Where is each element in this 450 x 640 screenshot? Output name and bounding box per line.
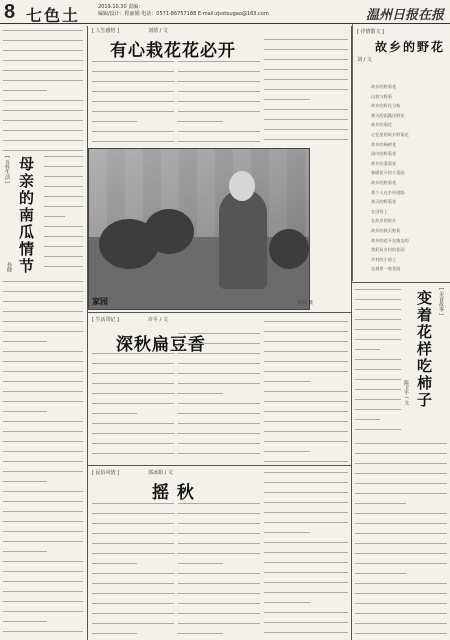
- mother-body-right: [44, 153, 83, 275]
- poem-line: 故乡的野菊花: [371, 180, 397, 185]
- cradle-section-label: [ 民俗风情 ]: [92, 470, 120, 476]
- text-line: [355, 419, 380, 426]
- text-line: [355, 299, 401, 306]
- text-line: [355, 613, 447, 620]
- text-line: [44, 206, 83, 213]
- text-line: [355, 493, 447, 500]
- text-line: [355, 573, 406, 580]
- garden-photo: [88, 148, 310, 310]
- text-line: [178, 373, 260, 380]
- text-line: [178, 513, 260, 520]
- poem-line: 那个人在乡村道路: [371, 189, 405, 195]
- text-line: [178, 81, 260, 88]
- text-line: [3, 130, 83, 137]
- beans-section-label: [ 生活印记 ]: [92, 317, 120, 323]
- text-line: [178, 563, 223, 570]
- text-line: [264, 572, 348, 579]
- text-line: [264, 602, 310, 609]
- text-line: [92, 141, 174, 146]
- section-rule-right: [352, 282, 450, 283]
- text-line: [3, 601, 83, 608]
- text-line: [264, 492, 348, 499]
- text-line: [178, 503, 260, 510]
- text-line: [264, 371, 348, 378]
- text-line: [264, 612, 348, 619]
- text-line: [178, 593, 260, 600]
- text-line: [264, 512, 348, 519]
- text-line: [178, 623, 260, 630]
- text-line: [92, 413, 137, 420]
- poem-line: 乡村的小道上: [371, 256, 397, 262]
- text-line: [264, 119, 348, 126]
- text-line: [178, 533, 260, 540]
- mother-author: 孙健: [6, 262, 12, 272]
- text-line: [3, 521, 83, 528]
- text-line: [3, 40, 83, 47]
- text-line: [355, 429, 401, 436]
- hometown-poem-box: [352, 24, 450, 281]
- text-line: [3, 120, 83, 127]
- text-line: [264, 502, 348, 509]
- text-line: [264, 472, 348, 479]
- text-line: [92, 403, 174, 410]
- text-line: [355, 623, 447, 630]
- text-line: [178, 543, 260, 550]
- text-line: [92, 353, 174, 360]
- masthead: [0, 0, 450, 24]
- poem-line: 故乡的花开在路边的: [371, 237, 409, 243]
- cradle-body-col2: [178, 500, 260, 636]
- newspaper-brand: 温州日报在报: [365, 8, 444, 23]
- text-line: [92, 543, 174, 550]
- text-line: [92, 623, 174, 630]
- poem-line: 故乡的菜菊花: [371, 160, 397, 166]
- text-line: [355, 329, 401, 336]
- text-line: [355, 389, 401, 396]
- text-line: [355, 399, 401, 406]
- poem-line: 故乡的野花与秋: [371, 103, 401, 109]
- text-line: [355, 513, 447, 520]
- text-line: [3, 371, 83, 378]
- text-line: [92, 573, 174, 580]
- text-line: [178, 131, 260, 138]
- poem-line: 记忆里的故乡野菊花: [371, 132, 409, 137]
- text-line: [264, 582, 348, 589]
- text-line: [355, 603, 447, 610]
- cradle-body-col1: [92, 500, 174, 636]
- persimmon-body-bottom: [355, 440, 447, 636]
- section-name: 七色土: [26, 6, 81, 25]
- text-line: [3, 291, 83, 298]
- poem-line: 雨中的野菊花: [371, 151, 397, 157]
- beans-headline: 深秋扁豆香: [116, 335, 206, 355]
- text-line: [3, 140, 83, 147]
- cradle-body-col3: [264, 469, 348, 636]
- column-rule-left: [87, 26, 88, 640]
- text-line: [92, 101, 174, 108]
- text-line: [3, 100, 83, 107]
- text-line: [92, 563, 137, 570]
- text-line: [3, 90, 47, 97]
- text-line: [264, 391, 348, 398]
- poem-line: 春暖花开的小菜园: [371, 170, 405, 176]
- poem-line: 我们从乡村的花园: [371, 247, 405, 253]
- text-line: [355, 339, 401, 346]
- text-line: [44, 256, 83, 263]
- text-line: [264, 321, 348, 328]
- text-line: [178, 523, 260, 530]
- text-line: [178, 583, 260, 590]
- text-line: [92, 121, 137, 128]
- text-line: [92, 81, 174, 88]
- text-line: [92, 513, 174, 520]
- text-line: [44, 216, 65, 223]
- text-line: [178, 443, 260, 450]
- text-line: [44, 246, 83, 253]
- text-line: [3, 80, 83, 87]
- text-line: [44, 266, 83, 273]
- text-line: [264, 59, 348, 66]
- text-line: [355, 533, 447, 540]
- mother-headline: 母亲的南瓜情节: [17, 156, 35, 275]
- text-line: [264, 401, 348, 408]
- text-line: [3, 50, 83, 57]
- text-line: [3, 551, 47, 558]
- persimmon-body-top: [355, 286, 401, 438]
- text-line: [355, 409, 401, 416]
- text-line: [178, 61, 260, 68]
- text-line: [264, 89, 348, 96]
- text-line: [3, 60, 83, 67]
- text-line: [3, 581, 83, 588]
- text-line: [3, 471, 83, 478]
- text-line: [264, 69, 348, 76]
- text-line: [3, 110, 83, 117]
- text-line: [92, 91, 174, 98]
- beans-author: 许平 / 文: [148, 317, 168, 323]
- text-line: [92, 111, 174, 118]
- text-line: [178, 413, 260, 420]
- text-line: [3, 621, 47, 628]
- text-line: [264, 632, 348, 636]
- text-line: [355, 483, 447, 490]
- text-line: [3, 561, 83, 568]
- text-line: [178, 573, 260, 580]
- text-line: [3, 441, 83, 448]
- text-line: [355, 453, 447, 460]
- text-line: [92, 373, 174, 380]
- text-line: [44, 186, 83, 193]
- text-line: [3, 301, 83, 308]
- text-line: [355, 443, 447, 450]
- text-line: [355, 463, 447, 470]
- poem-line: 在田野上: [371, 208, 388, 214]
- text-line: [355, 369, 401, 376]
- text-line: [264, 79, 348, 86]
- text-line: [3, 631, 83, 636]
- text-line: [44, 196, 83, 203]
- text-line: [178, 403, 260, 410]
- poem-line: 故乡的秋天野菊: [371, 228, 401, 233]
- text-line: [264, 421, 348, 428]
- text-line: [3, 311, 83, 318]
- text-line: [3, 531, 83, 538]
- text-line: [355, 503, 406, 510]
- text-line: [178, 603, 260, 610]
- text-line: [3, 70, 83, 77]
- text-line: [3, 481, 47, 488]
- text-line: [355, 543, 447, 550]
- text-line: [264, 552, 348, 559]
- masthead-meta: [98, 4, 328, 18]
- text-line: [178, 363, 260, 370]
- text-line: [92, 553, 174, 560]
- text-line: [264, 351, 348, 358]
- text-line: [92, 433, 174, 440]
- text-line: [264, 441, 348, 448]
- masthead-meta-line2: 编辑/设计：程丽娟 电话：0571-86757188 E-mail:zjsstougao@163.com: [98, 11, 269, 17]
- flower-author: 刘倩 / 文: [148, 28, 168, 34]
- text-line: [3, 501, 83, 508]
- text-line: [264, 341, 348, 348]
- text-line: [355, 379, 401, 386]
- text-line: [264, 109, 348, 116]
- text-line: [264, 139, 348, 146]
- poem-line: 春天的野菊花: [371, 199, 397, 205]
- text-line: [3, 511, 83, 518]
- text-line: [355, 349, 380, 356]
- poem-line: 在城里一座花园: [371, 266, 401, 272]
- text-line: [3, 571, 83, 578]
- text-line: [178, 101, 260, 108]
- text-line: [92, 383, 174, 390]
- text-line: [3, 491, 83, 498]
- text-line: [178, 423, 260, 430]
- text-line: [178, 141, 260, 146]
- text-line: [178, 453, 260, 460]
- text-line: [92, 453, 174, 460]
- text-line: [264, 331, 348, 338]
- text-line: [178, 633, 223, 636]
- text-line: [92, 633, 137, 636]
- text-line: [92, 503, 174, 510]
- text-line: [178, 353, 260, 360]
- persimmon-author: 陈卫平 / 文: [403, 380, 409, 405]
- text-line: [44, 156, 83, 163]
- text-line: [92, 443, 174, 450]
- text-line: [44, 226, 83, 233]
- text-line: [92, 583, 174, 590]
- hometown-author: 刘 / 文: [357, 57, 372, 63]
- text-line: [92, 393, 174, 400]
- text-line: [178, 433, 260, 440]
- text-line: [178, 553, 260, 560]
- text-line: [92, 533, 174, 540]
- text-line: [3, 361, 83, 368]
- text-line: [264, 381, 310, 388]
- section-rule-middle: [88, 312, 351, 313]
- hometown-section-label: [ 抒情散文 ]: [357, 29, 385, 35]
- text-line: [264, 522, 348, 529]
- text-line: [178, 393, 223, 400]
- text-line: [355, 319, 401, 326]
- flower-section-label: [ 人生感悟 ]: [92, 28, 120, 34]
- text-line: [3, 611, 83, 618]
- poem-line: 山坡与野菊: [371, 93, 392, 99]
- beans-body-col2: [178, 330, 260, 462]
- flower-body-col3: [264, 36, 348, 146]
- text-line: [3, 281, 83, 288]
- text-line: [92, 131, 174, 138]
- text-line: [355, 563, 447, 570]
- text-line: [3, 401, 83, 408]
- text-line: [355, 633, 447, 636]
- text-line: [178, 333, 260, 340]
- text-line: [264, 49, 348, 56]
- text-line: [44, 236, 83, 243]
- photo-caption: 家园: [92, 297, 108, 306]
- text-line: [264, 411, 348, 418]
- text-line: [92, 603, 174, 610]
- text-line: [264, 431, 348, 438]
- persimmon-headline: 变着花样吃柿子: [415, 290, 433, 409]
- text-line: [264, 562, 348, 569]
- text-line: [355, 289, 401, 296]
- text-line: [264, 461, 348, 462]
- text-line: [92, 71, 174, 78]
- text-line: [355, 553, 447, 560]
- poem-line: 在故乡的故乡: [371, 218, 397, 224]
- photo-credit: 叶凯 摄: [298, 301, 313, 306]
- text-line: [264, 451, 310, 458]
- text-line: [178, 121, 223, 128]
- page-number: 8: [4, 1, 16, 23]
- text-line: [178, 613, 260, 620]
- text-line: [264, 99, 310, 106]
- text-line: [3, 431, 83, 438]
- text-line: [178, 343, 260, 350]
- beans-body-col1: [92, 350, 174, 462]
- flower-body-col2: [178, 58, 260, 146]
- text-line: [44, 166, 83, 173]
- text-line: [3, 351, 83, 358]
- text-line: [3, 321, 83, 328]
- text-line: [3, 461, 83, 468]
- poem-line: 春天的雨露田野花: [371, 112, 405, 118]
- section-rule-lower: [88, 465, 351, 466]
- text-line: [92, 423, 174, 430]
- text-line: [264, 482, 348, 489]
- text-line: [264, 592, 348, 599]
- text-line: [264, 542, 348, 549]
- text-line: [178, 111, 260, 118]
- text-line: [264, 532, 310, 539]
- text-line: [355, 359, 401, 366]
- hometown-title: 故乡的野花: [375, 40, 446, 54]
- text-line: [3, 391, 83, 398]
- flower-body-col1: [92, 58, 174, 146]
- poem-line: 故乡的菊花: [371, 122, 392, 128]
- mother-body-top: [3, 27, 83, 153]
- flower-headline: 有心栽花花必开: [110, 41, 236, 61]
- cradle-author: 郭冰娟 / 文: [148, 470, 173, 476]
- text-line: [178, 383, 260, 390]
- text-line: [92, 363, 174, 370]
- text-line: [3, 541, 83, 548]
- text-line: [3, 381, 83, 388]
- text-line: [178, 71, 260, 78]
- text-line: [264, 361, 348, 368]
- text-line: [355, 309, 401, 316]
- text-line: [3, 591, 83, 598]
- text-line: [3, 451, 83, 458]
- mother-body-bottom: [3, 278, 83, 636]
- text-line: [3, 341, 47, 348]
- text-line: [44, 176, 83, 183]
- text-line: [264, 129, 348, 136]
- text-line: [92, 593, 174, 600]
- mother-section-label: [ 百姓生活 ]: [4, 156, 10, 184]
- beans-body-col3: [264, 318, 348, 462]
- text-line: [355, 473, 447, 480]
- persimmon-section-label: [ 美食故事 ]: [438, 288, 444, 316]
- cradle-headline: 摇 秋: [152, 483, 195, 503]
- text-line: [92, 613, 174, 620]
- masthead-meta-line1: 2019.10.30 责编：: [98, 4, 144, 10]
- text-line: [264, 39, 348, 46]
- text-line: [355, 583, 447, 590]
- text-line: [3, 30, 83, 37]
- text-line: [3, 331, 83, 338]
- text-line: [264, 622, 348, 629]
- text-line: [92, 61, 174, 68]
- text-line: [355, 523, 447, 530]
- poem-line: 故乡的杨树花: [371, 141, 397, 147]
- text-line: [178, 91, 260, 98]
- text-line: [355, 593, 447, 600]
- text-line: [3, 421, 83, 428]
- text-line: [92, 523, 174, 530]
- text-line: [3, 411, 47, 418]
- poem-line: 故乡的野菊花: [371, 84, 397, 89]
